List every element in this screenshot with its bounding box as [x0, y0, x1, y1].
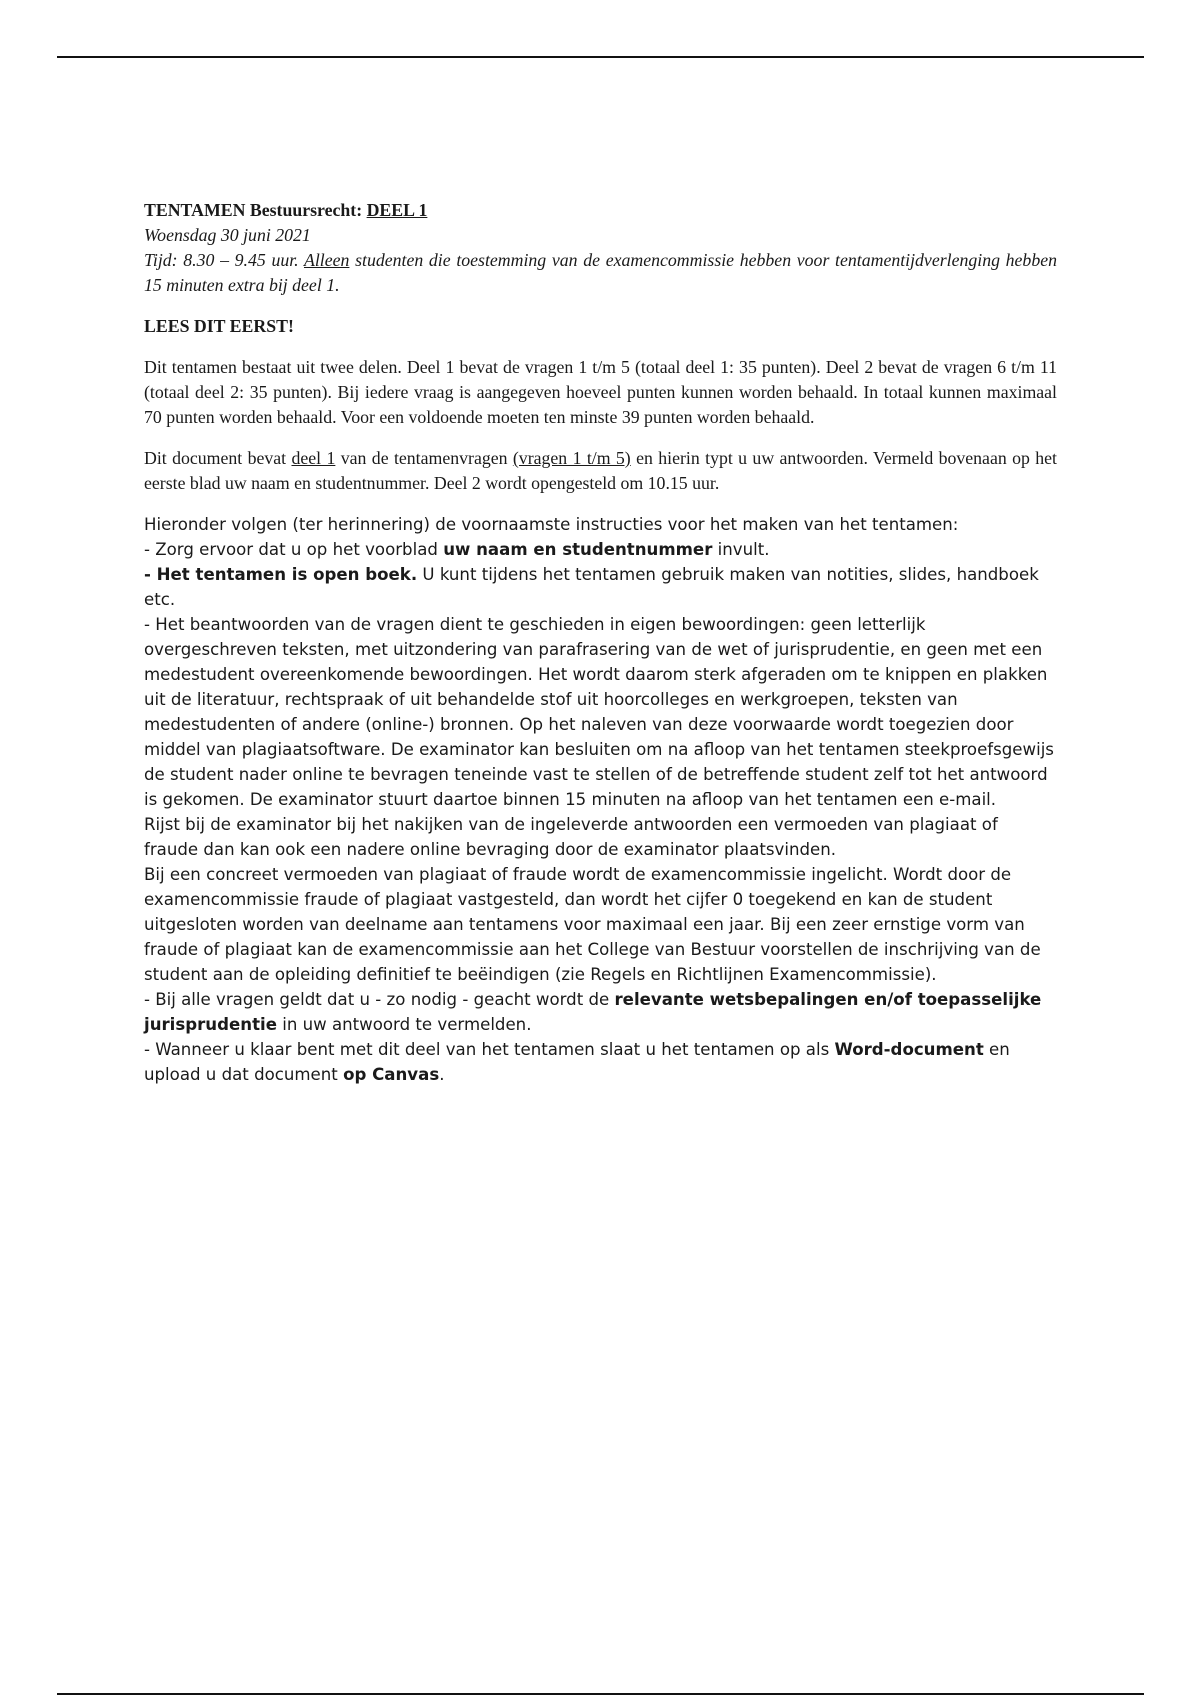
instructions-intro: Hieronder volgen (ter herinnering) de voornaamste instructies voor het maken van het tentamen: — [144, 515, 959, 534]
item4-b: in uw antwoord te vermelden. — [276, 1015, 532, 1034]
time-prefix: Tijd: 8.30 – 9.45 uur. — [144, 250, 304, 270]
time-alleen: Alleen — [303, 250, 350, 270]
footer-rule — [57, 1693, 1144, 1695]
exam-title — [144, 198, 1057, 223]
instruction-item-5 — [144, 1037, 1057, 1087]
para2-c: en hierin typt u uw antwoorden. Vermeld bovenaan op het eerste blad uw naam en studentnummer. Deel 2 wordt opengesteld om 10.15 uur. — [144, 448, 1057, 493]
item1-a: - Zorg ervoor dat u op het voorblad — [144, 540, 444, 559]
item4-a: - Bij alle vragen geldt dat u - zo nodig - geacht wordt de — [144, 990, 615, 1009]
header-rule — [57, 56, 1144, 58]
instruction-item-3: - Het beantwoorden van de vragen dient te geschieden in eigen bewoordingen: geen letterlijk overgeschreven teksten, met uitzondering van parafrasering van de wet of jurisprudentie, en geen met een medestudent overeenkomende bewoordingen. Het wordt daarom sterk afgeraden om te knippen en plakken uit de literatuur, rechtspraak of uit behandelde stof uit hoorcolleges en werkgroepen, teksten van medestudenten of andere (online-) bronnen. Op het naleven van deze voorwaarde wordt toegezien door middel van plagiaatsoftware. De examinator kan besluiten om na afloop van het tentamen steekproefsgewijs de student nader online te bevragen teneinde vast te stellen of de betreffende student zelf tot het antwoord is gekomen. De examinator stuurt daartoe binnen 15 minuten na afloop van het tentamen een e-mail. — [144, 615, 1054, 809]
read-first-paragraph-2 — [144, 446, 1057, 496]
para2-b: van de tentamenvragen — [335, 448, 513, 468]
instruction-item-3b: Rijst bij de examinator bij het nakijken van de ingeleverde antwoorden een vermoeden van plagiaat of fraude dan kan ook een nadere online bevraging door de examinator plaatsvinden. — [144, 815, 998, 859]
item5-a: - Wanneer u klaar bent met dit deel van het tentamen slaat u het tentamen op als — [144, 1040, 835, 1059]
para2-a: Dit document bevat — [144, 448, 292, 468]
item1-bold: uw naam en studentnummer — [443, 540, 713, 559]
para2-deel: deel 1 — [291, 448, 336, 468]
item2-rest: U kunt tijdens het tentamen gebruik maken van notities, slides, handboek etc. — [144, 565, 1039, 609]
exam-time — [144, 248, 1057, 298]
para2-vragen: (vragen 1 t/m 5) — [512, 448, 631, 468]
read-first-heading: LEES DIT EERST! — [144, 316, 294, 336]
instruction-item-4 — [144, 987, 1057, 1037]
item4-bold: relevante wetsbepalingen en/of toepasselijke jurisprudentie — [144, 990, 1042, 1034]
item5-c: . — [439, 1065, 445, 1084]
item5-bold2: op Canvas — [343, 1065, 440, 1084]
item2-bold: - Het tentamen is open boek. — [144, 565, 418, 584]
instruction-item-1 — [144, 537, 1057, 562]
exam-date: Woensdag 30 juni 2021 — [144, 225, 311, 245]
item5-bold1: Word-document — [834, 1040, 984, 1059]
instruction-item-3c: Bij een concreet vermoeden van plagiaat of fraude wordt de examencommissie ingelicht. Wordt door de examencommissie fraude of plagiaat vastgesteld, dan wordt het cijfer 0 toegekend en kan de student uitgesloten worden van deelname aan tentamens voor maximaal een jaar. Bij een zeer ernstige vorm van fraude of plagiaat kan de examencommissie aan het College van Bestuur voorstellen de inschrijving van de student aan de opleiding definitief te beëindigen (zie Regels en Richtlijnen Examencommissie). — [144, 865, 1041, 984]
item1-b: invult. — [712, 540, 770, 559]
time-rest: studenten die toestemming van de examencommissie hebben voor tentamentijdverlenging hebben 15 minuten extra bij deel 1. — [144, 250, 1057, 295]
instruction-item-2 — [144, 562, 1057, 612]
item5-b: en upload u dat document — [144, 1040, 1010, 1084]
read-first-paragraph-1: Dit tentamen bestaat uit twee delen. Deel 1 bevat de vragen 1 t/m 5 (totaal deel 1: 35 punten). Deel 2 bevat de vragen 6 t/m 11 (totaal deel 2: 35 punten). Bij iedere vraag is aangegeven hoeveel punten kunnen worden behaald. In totaal kunnen maximaal 70 punten worden behaald. Voor een voldoende moeten ten minste 39 punten worden behaald. — [144, 357, 1057, 427]
title-prefix: TENTAMEN Bestuursrecht: — [144, 200, 367, 220]
document-body — [144, 198, 1057, 1087]
title-part: DEEL 1 — [366, 200, 428, 220]
instructions-block — [144, 512, 1057, 1087]
